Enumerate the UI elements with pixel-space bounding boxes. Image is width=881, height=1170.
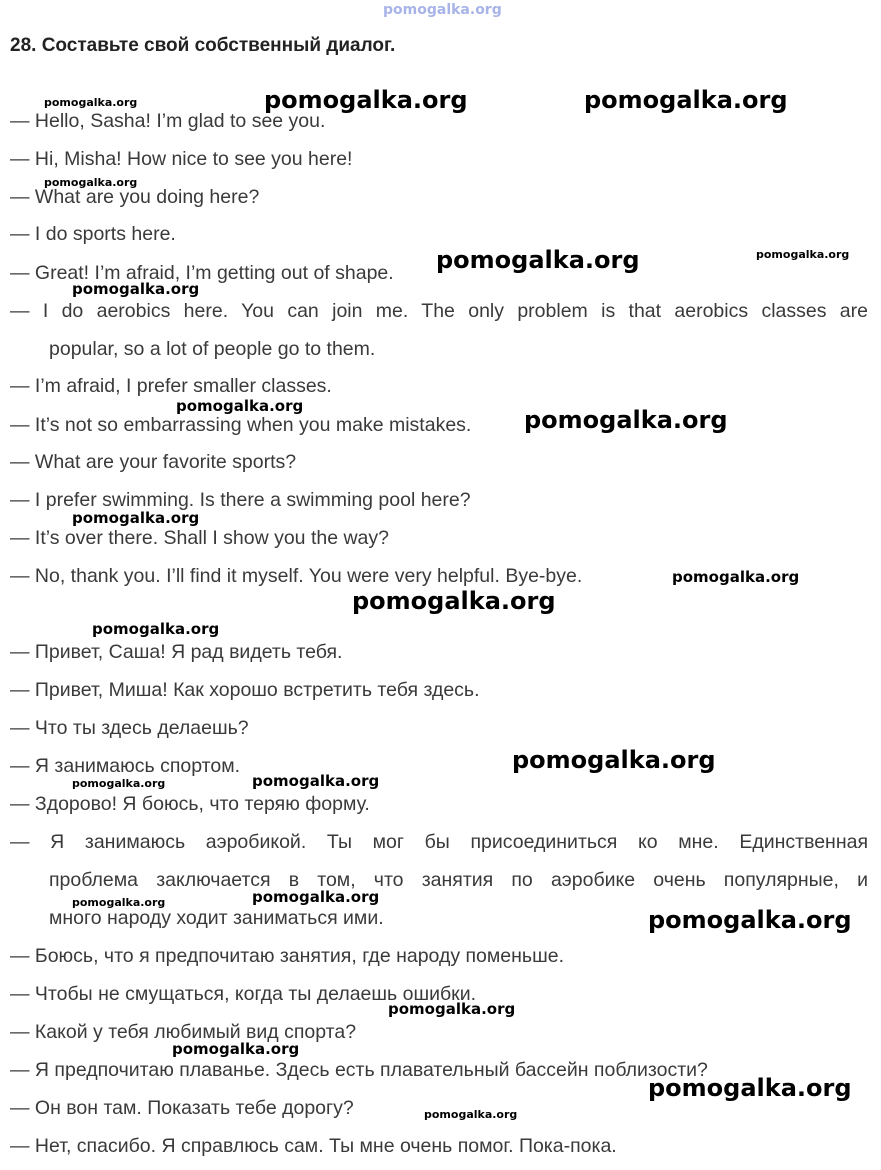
dialog-line-ru-4: — Я занимаюсь спортом. bbox=[10, 755, 241, 777]
watermark: pomogalka.org bbox=[672, 568, 800, 586]
dialog-line-en-4: — I do sports here. bbox=[10, 223, 176, 245]
dialog-line-ru-2: — Привет, Миша! Как хорошо встретить тебя здесь. bbox=[10, 679, 480, 701]
dialog-line-en-7: — I’m afraid, I prefer smaller classes. bbox=[10, 375, 332, 397]
watermark: pomogalka.org bbox=[72, 896, 166, 909]
watermark: pomogalka.org bbox=[264, 86, 468, 114]
dialog-line-ru-5: — Здорово! Я боюсь, что теряю форму. bbox=[10, 793, 370, 815]
dialog-line-ru-9: — Какой у тебя любимый вид спорта? bbox=[10, 1021, 357, 1043]
dialog-line-en-8: — It’s not so embarrassing when you make mistakes. bbox=[10, 414, 472, 436]
dialog-line-en-9: — What are your favorite sports? bbox=[10, 451, 297, 473]
dialog-line-en-3: — What are you doing here? bbox=[10, 186, 260, 208]
header-watermark: pomogalka.org bbox=[383, 2, 502, 18]
watermark: pomogalka.org bbox=[436, 246, 640, 274]
watermark: pomogalka.org bbox=[176, 397, 304, 415]
dialog-line-en-6b: popular, so a lot of people go to them. bbox=[49, 338, 376, 360]
watermark: pomogalka.org bbox=[352, 587, 556, 615]
dialog-line-ru-7: — Боюсь, что я предпочитаю занятия, где народу поменьше. bbox=[10, 945, 564, 967]
dialog-line-ru-11: — Он вон там. Показать тебе дорогу? bbox=[10, 1097, 354, 1119]
dialog-line-ru-6b: проблема заключается в том, что занятия по аэробике очень популярные, и bbox=[49, 869, 868, 891]
dialog-line-en-2: — Hi, Misha! How nice to see you here! bbox=[10, 148, 353, 170]
dialog-line-ru-8: — Чтобы не смущаться, когда ты делаешь ошибки. bbox=[10, 983, 477, 1005]
dialog-line-ru-6a: — Я занимаюсь аэробикой. Ты мог бы присоединиться ко мне. Единственная bbox=[10, 831, 868, 853]
watermark: pomogalka.org bbox=[388, 1000, 516, 1018]
dialog-line-en-1: — Hello, Sasha! I’m glad to see you. bbox=[10, 110, 326, 132]
dialog-line-ru-1: — Привет, Саша! Я рад видеть тебя. bbox=[10, 641, 343, 663]
watermark: pomogalka.org bbox=[92, 620, 220, 638]
watermark: pomogalka.org bbox=[44, 96, 138, 109]
dialog-line-en-6a: — I do aerobics here. You can join me. The only problem is that aerobics classes are bbox=[10, 300, 868, 322]
watermark: pomogalka.org bbox=[252, 772, 380, 790]
watermark: pomogalka.org bbox=[72, 509, 200, 527]
watermark: pomogalka.org bbox=[44, 176, 138, 189]
dialog-line-en-10: — I prefer swimming. Is there a swimming pool here? bbox=[10, 489, 471, 511]
exercise-title: 28. Составьте свой собственный диалог. bbox=[10, 35, 396, 56]
dialog-line-en-5: — Great! I’m afraid, I’m getting out of shape. bbox=[10, 262, 394, 284]
dialog-line-ru-3: — Что ты здесь делаешь? bbox=[10, 717, 249, 739]
dialog-line-en-11: — It’s over there. Shall I show you the way? bbox=[10, 527, 389, 549]
watermark: pomogalka.org bbox=[72, 280, 200, 298]
watermark: pomogalka.org bbox=[252, 888, 380, 906]
watermark: pomogalka.org bbox=[512, 746, 716, 774]
watermark: pomogalka.org bbox=[172, 1040, 300, 1058]
watermark: pomogalka.org bbox=[524, 406, 728, 434]
watermark: pomogalka.org bbox=[424, 1108, 518, 1121]
dialog-line-en-12: — No, thank you. I’ll find it myself. You were very helpful. Bye-bye. bbox=[10, 565, 583, 587]
watermark: pomogalka.org bbox=[584, 86, 788, 114]
dialog-line-ru-12: — Нет, спасибо. Я справлюсь сам. Ты мне очень помог. Пока-пока. bbox=[10, 1135, 617, 1157]
watermark: pomogalka.org bbox=[648, 906, 852, 934]
watermark: pomogalka.org bbox=[72, 777, 166, 790]
watermark: pomogalka.org bbox=[756, 248, 850, 261]
dialog-line-ru-10: — Я предпочитаю плаванье. Здесь есть плавательный бассейн поблизости? bbox=[10, 1059, 708, 1081]
watermark: pomogalka.org bbox=[648, 1074, 852, 1102]
dialog-line-ru-6c: много народу ходит заниматься ими. bbox=[49, 907, 384, 929]
